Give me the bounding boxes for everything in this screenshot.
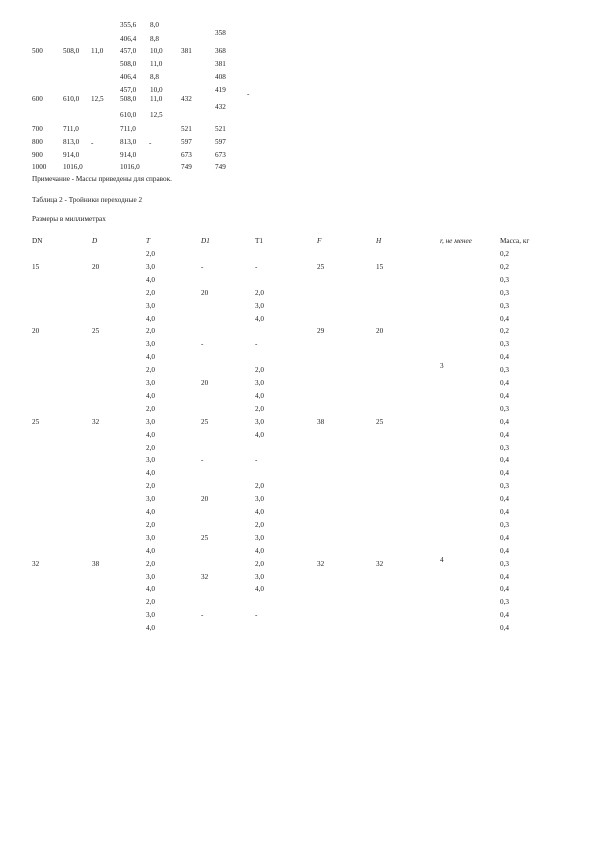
t-cell: 3,0 [146,611,155,620]
d1-cell: - [201,456,204,465]
mass-cell: 749 [215,163,226,171]
t-cell: 3,0 [146,495,155,504]
t-cell: 2,0 [146,288,155,297]
t-cell: 3,0 [146,417,155,426]
mass-cell: 0,4 [500,314,509,323]
t-cell: 4,0 [146,314,155,323]
mass-cell: 0,4 [500,430,509,439]
h-cell: 521 [181,125,192,133]
mass-cell: 432 [215,103,226,111]
header-f: F [317,237,322,245]
header-d: D [92,237,98,245]
mass-cell: 0,3 [500,340,509,349]
header-dn: DN [32,237,43,245]
t1-cell: 3,0 [255,572,264,581]
h-cell: 381 [181,47,192,55]
d1-cell: 813,0 [120,138,137,146]
h-cell: 25 [376,417,384,426]
mass-cell: 0,4 [500,611,509,620]
t-cell: 2,0 [146,559,155,568]
mass-cell: 521 [215,125,226,133]
t-cell: 3,0 [146,533,155,542]
s-cell: 12,5 [91,95,104,103]
mass-cell: 0,4 [500,508,509,516]
d1-cell: 406,4 [120,35,137,43]
mass-cell: 0,3 [500,598,509,607]
t-cell: 2,0 [146,366,155,375]
d1-cell: 914,0 [120,151,137,159]
header-t: T [146,237,150,245]
t-cell: 4,0 [146,275,155,284]
mass-cell: 0,2 [500,327,509,336]
table-1-note: Примечание - Массы приведены для справок. [32,175,172,183]
s-cell: 11,0 [91,47,104,55]
mass-cell: 0,4 [500,379,509,387]
header-d1: D1 [201,237,210,245]
table-1-dash-s: - [149,139,152,147]
t-cell: 3,0 [146,301,155,310]
mass-cell: 0,2 [500,250,509,258]
t-cell: 3,0 [146,262,155,271]
t-cell: 4,0 [146,391,155,400]
mass-cell: 673 [215,151,226,159]
t1-cell: 3,0 [255,495,264,504]
mass-cell: 597 [215,138,226,146]
header-t1: T1 [255,237,263,245]
t-cell: 4,0 [146,469,155,478]
mass-cell: 0,4 [500,624,509,633]
h-cell: 15 [376,262,384,271]
mass-cell: 0,4 [500,353,509,362]
mass-cell: 381 [215,60,226,68]
mass-cell: 0,4 [500,585,509,594]
table-2-title: Таблица 2 - Тройники переходные 2 [32,196,143,204]
t-cell: 4,0 [146,430,155,439]
sizes-note: Размеры в миллиметрах [32,215,106,223]
t1-cell: 4,0 [255,314,264,323]
f-cell: 32 [317,559,325,568]
d1-cell: 20 [201,379,209,387]
t1-cell: 4,0 [255,508,264,516]
mass-cell: 0,3 [500,404,509,413]
mass-cell: 0,4 [500,469,509,478]
d-cell: 1016,0 [63,163,83,171]
t-cell: 3,0 [146,572,155,581]
t1-cell: 2,0 [255,288,264,297]
mass-cell: 0,3 [500,482,509,491]
d1-cell: - [201,611,204,620]
d1-cell: - [201,340,204,349]
mass-cell: 0,4 [500,546,509,555]
mass-cell: 419 [215,86,226,94]
t1-cell: 2,0 [255,520,264,529]
h-cell: 749 [181,163,192,171]
t-cell: 3,0 [146,340,155,349]
t1-cell: 4,0 [255,430,264,439]
right-margin-dot: - [247,90,250,98]
d1-cell: 25 [201,417,209,426]
d-cell: 711,0 [63,125,79,133]
mass-cell: 0,3 [500,366,509,375]
header-r: r, не менее [440,237,472,245]
h-cell: 673 [181,151,192,159]
table-1-dash-d: - [91,139,94,147]
t1-cell: 2,0 [255,404,264,413]
s1-cell: 8,0 [150,21,159,29]
d1-cell: 406,4 [120,73,137,81]
dn-cell: 25 [32,417,40,426]
t1-cell: 3,0 [255,379,264,387]
mass-cell: 0,3 [500,520,509,529]
s1-cell: 11,0 [150,95,163,103]
d-cell: 914,0 [63,151,80,159]
f-cell: 29 [317,327,325,336]
t-cell: 2,0 [146,598,155,607]
d1-cell: 355,6 [120,21,137,29]
header-h: H [376,237,382,245]
h-cell: 32 [376,559,384,568]
dn-cell: 32 [32,559,40,568]
header-mass: Масса, кг [500,237,530,245]
s1-cell: 10,0 [150,47,163,55]
d1-cell: 32 [201,572,209,581]
t-cell: 4,0 [146,508,155,516]
f-cell: 25 [317,262,325,271]
d-cell: 813,0 [63,138,80,146]
t-cell: 4,0 [146,353,155,362]
t1-cell: 2,0 [255,559,264,568]
t-cell: 2,0 [146,327,155,336]
s1-cell: 12,5 [150,111,163,119]
mass-cell: 0,4 [500,572,509,581]
mass-cell: 0,4 [500,391,509,400]
t-cell: 2,0 [146,250,155,258]
s1-cell: 11,0 [150,60,163,68]
mass-cell: 0,3 [500,443,509,452]
dn-cell: 1000 [32,163,47,171]
d1-cell: 20 [201,495,209,504]
d-cell: 508,0 [63,47,80,55]
mass-cell: 408 [215,73,226,81]
t-cell: 2,0 [146,520,155,529]
dn-cell: 600 [32,95,43,103]
d-cell: 610,0 [63,95,80,103]
t1-cell: 4,0 [255,391,264,400]
t-cell: 3,0 [146,379,155,387]
h-cell: 20 [376,327,384,336]
d1-cell: 457,0 [120,86,137,94]
d1-cell: 1016,0 [120,163,140,171]
dn-cell: 700 [32,125,43,133]
t1-cell: - [255,456,258,465]
h-cell: 432 [181,95,192,103]
t-cell: 4,0 [146,585,155,594]
mass-cell: 0,2 [500,262,509,271]
dn-cell: 20 [32,327,40,336]
t1-cell: 4,0 [255,585,264,594]
f-cell: 38 [317,417,325,426]
r-cell: 3 [440,362,444,371]
r-cell: 4 [440,555,444,564]
t1-cell: 3,0 [255,417,264,426]
mass-cell: 0,3 [500,275,509,284]
t-cell: 2,0 [146,404,155,413]
mass-cell: 0,4 [500,456,509,465]
d-cell: 20 [92,262,100,271]
mass-cell: 0,4 [500,417,509,426]
d-cell: 25 [92,327,100,336]
d1-cell: 711,0 [120,125,136,133]
d-cell: 38 [92,559,100,568]
d1-cell: 508,0 [120,60,137,68]
s1-cell: 10,0 [150,86,163,94]
t-cell: 2,0 [146,482,155,491]
t1-cell: 3,0 [255,533,264,542]
d1-cell: 25 [201,533,209,542]
dn-cell: 900 [32,151,43,159]
mass-cell: 0,4 [500,533,509,542]
t1-cell: - [255,262,258,271]
t-cell: 4,0 [146,546,155,555]
d1-cell: 610,0 [120,111,137,119]
d1-cell: 20 [201,288,209,297]
mass-cell: 358 [215,29,226,37]
d-cell: 32 [92,417,100,426]
h-cell: 597 [181,138,192,146]
t-cell: 2,0 [146,443,155,452]
mass-cell: 368 [215,47,226,55]
mass-cell: 0,4 [500,495,509,504]
t1-cell: 3,0 [255,301,264,310]
t-cell: 3,0 [146,456,155,465]
t1-cell: 2,0 [255,482,264,491]
t1-cell: - [255,611,258,620]
dn-cell: 500 [32,47,43,55]
mass-cell: 0,3 [500,559,509,568]
t1-cell: - [255,340,258,349]
d1-cell: 508,0 [120,95,137,103]
mass-cell: 0,3 [500,288,509,297]
dn-cell: 15 [32,262,40,271]
t1-cell: 4,0 [255,546,264,555]
mass-cell: 0,3 [500,301,509,310]
d1-cell: - [201,262,204,271]
s1-cell: 8,8 [150,73,159,81]
dn-cell: 800 [32,138,43,146]
s1-cell: 8,8 [150,35,159,43]
t-cell: 4,0 [146,624,155,633]
d1-cell: 457,0 [120,47,137,55]
t1-cell: 2,0 [255,366,264,375]
